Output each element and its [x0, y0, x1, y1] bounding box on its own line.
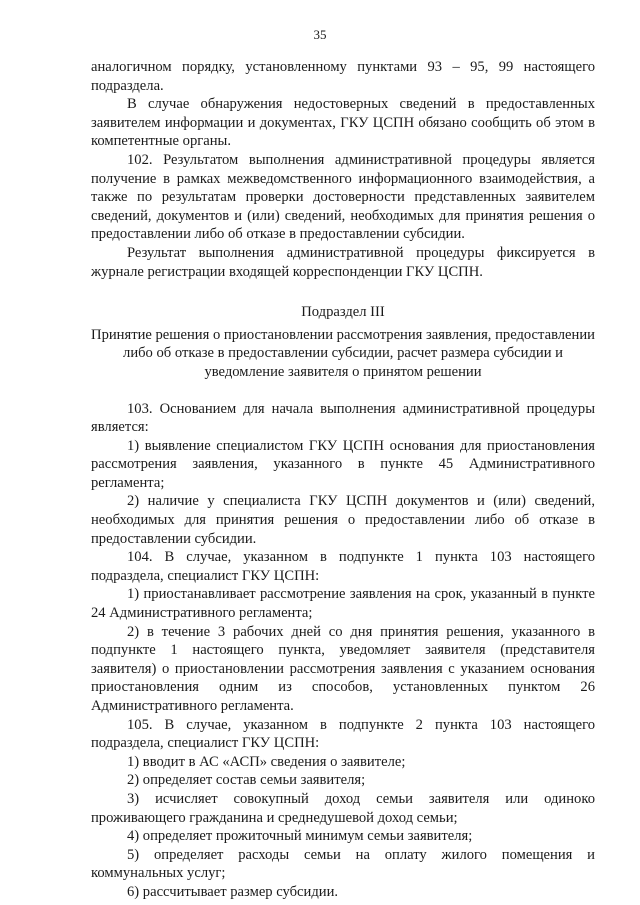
- section-label: Подраздел III: [301, 304, 385, 321]
- paragraph-105-item-6: 6) рассчитывает размер субсидии.: [127, 883, 339, 900]
- paragraph-104-item-1: 1) приостанавливает рассмотрение заявления на срок, указанный в пункте 24 Административного регламента;: [91, 586, 595, 622]
- paragraph-104-item-2: 2) в течение 3 рабочих дней со дня принятия решения, указанного в подпункте 1 настоящего пункта, уведомляет заявителя (представителя заявителя) о приостановлении рассмотрения заявления с указанием основания приостановления одним из способов, установленных пунктом 26 Административного регламента.: [91, 623, 595, 714]
- section-title: Принятие решения о приостановлении рассмотрения заявления, предоставлении либо об отказе в предоставлении субсидии, расчет размера субсидии и уведомление заявителя о принятом решении: [91, 326, 595, 380]
- paragraph-false-information: В случае обнаружения недостоверных сведений в предоставленных заявителем информации и документах, ГКУ ЦСПН обязано сообщить об этом в компетентные органы.: [91, 96, 595, 150]
- paragraph-102: 102. Результатом выполнения административной процедуры является получение в рамках межведомственного информационного взаимодействия, а также по результатам проверки достоверности представленных заявителем сведений, документов и (или) сведений, необходимых для принятия решения о предоставлении либо об отказе в предоставлении субсидии.: [91, 151, 595, 243]
- paragraph-103-item-2: 2) наличие у специалиста ГКУ ЦСПН документов и (или) сведений, необходимых для принятия решения о предоставлении либо об отказе в предоставлении субсидии.: [91, 493, 595, 547]
- page-number: 35: [313, 27, 327, 42]
- paragraph-104: 104. В случае, указанном в подпункте 1 пункта 103 настоящего подраздела, специалист ГКУ ЦСПН:: [91, 549, 595, 584]
- paragraph-105-item-2: 2) определяет состав семьи заявителя;: [127, 772, 366, 789]
- paragraph-105-item-3: 3) исчисляет совокупный доход семьи заявителя или одиноко проживающего гражданина и среднедушевой доход семьи;: [91, 790, 595, 826]
- paragraph-105-item-4: 4) определяет прожиточный минимум семьи заявителя;: [127, 828, 473, 845]
- paragraph-continuation: аналогичном порядку, установленному пунктами 93 – 95, 99 настоящего подраздела.: [91, 59, 595, 94]
- paragraph-105: 105. В случае, указанном в подпункте 2 пункта 103 настоящего подраздела, специалист ГКУ ЦСПН:: [91, 716, 595, 752]
- paragraph-105-item-5: 5) определяет расходы семьи на оплату жилого помещения и коммунальных услуг;: [91, 846, 595, 882]
- paragraph-105-item-1: 1) вводит в АС «АСП» сведения о заявителе;: [127, 753, 406, 770]
- page-content: [91, 58, 595, 902]
- paragraph-103-item-1: 1) выявление специалистом ГКУ ЦСПН основания для приостановления рассмотрения заявления, указанного в пункте 45 Административного регламента;: [91, 437, 595, 491]
- paragraph-103: 103. Основанием для начала выполнения административной процедуры является:: [91, 400, 595, 436]
- paragraph-result-registered: Результат выполнения административной процедуры фиксируется в журнале регистрации входящей корреспонденции ГКУ ЦСПН.: [91, 244, 595, 280]
